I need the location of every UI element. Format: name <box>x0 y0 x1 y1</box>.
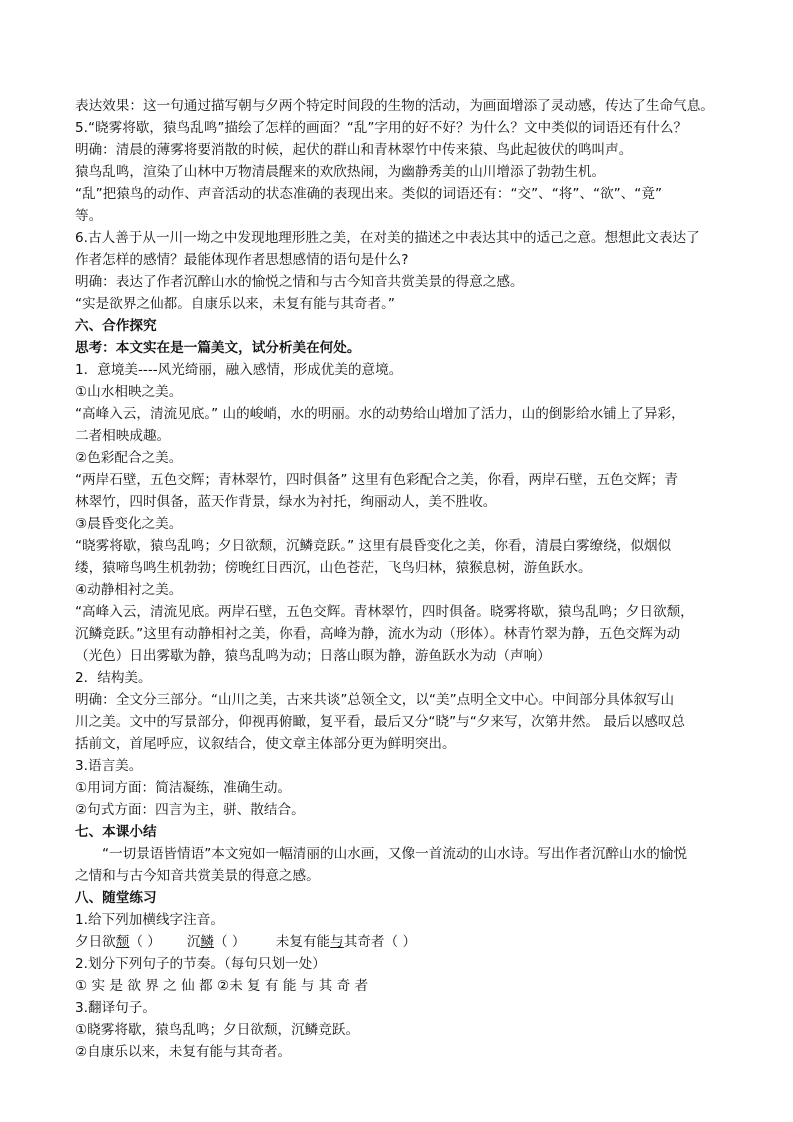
text-line: 之情和与古今知音共赏美景的得意之感。 <box>75 868 320 884</box>
underlined-char: 与 <box>330 934 344 950</box>
quote-line: “实是欲界之仙都。自康乐以来，未复有能与其奇者。” <box>75 296 395 312</box>
text-line: 明确：清晨的薄雾将要消散的时候，起伏的群山和青林翠竹中传来猿、鸟此起彼伏的鸣叫声。 <box>75 142 633 158</box>
question-5: 5.“晓雾将歇，猿鸟乱鸣”描绘了怎样的画面？“乱”字用的好不好？为什么？文中类似的词语还有什么？ <box>75 120 688 136</box>
exercise-1-item-c: 未复有能与其奇者（ ） <box>275 934 417 950</box>
text-line: 明确：表达了作者沉醉山水的愉悦之情和与古今知音共赏美景的得意之感。 <box>75 274 524 290</box>
text-line: “高峰入云，清流见底。两岸石壁，五色交辉。青林翠竹，四时俱备。晓雾将歇，猿鸟乱鸣；夕日欲颓， <box>75 604 694 620</box>
summary-line: “一切景语皆情语”本文宛如一幅清丽的山水画，又像一首流动的山水诗。写出作者沉醉山水的愉悦 <box>102 846 688 862</box>
text-line: 猿鸟乱鸣，渲染了山林中万物清晨醒来的欢欣热闹，为幽静秀美的山川增添了勃勃生机。 <box>75 164 606 180</box>
exercise-3-sentence-1: ①晓雾将歇，猿鸟乱鸣；夕日欲颓，沉鳞竞跃。 <box>75 1022 360 1038</box>
exercise-1-items <box>75 931 730 953</box>
underlined-char: 鳞 <box>200 934 215 950</box>
exercise-2-sentences: ① 实 是 欲 界 之 仙 都 ②未 复 有 能 与 其 奇 者 <box>75 978 369 994</box>
text-line: 表达效果：这一句通过描写朝与夕两个特定时间段的生物的活动，为画面增添了灵动感，传达了生命气息。 <box>75 98 714 114</box>
thinking-prompt: 思考：本文实在是一篇美文，试分析美在何处。 <box>75 340 361 356</box>
text-line: ②色彩配合之美。 <box>75 450 183 466</box>
text-line: （光色）日出雾歇为静，猿鸟乱鸣为动；日落山暝为静，游鱼跃水为动（声响） <box>75 648 551 664</box>
text-line: 沉鳞竞跃。”这里有动静相衬之美，你看，高峰为静，流水为动（形体）。林青竹翠为静，五色交辉为动 <box>75 626 681 642</box>
exercise-1-prompt: 1.给下列加横线字注音。 <box>75 912 224 928</box>
text-line: “高峰入云，清流见底。” 山的峻峭，水的明丽。水的动势给山增加了活力，山的倒影给水铺上了异彩， <box>75 406 685 422</box>
text-line: “两岸石壁，五色交辉；青林翠竹，四时俱备” 这里有色彩配合之美，你看，两岸石壁，五色交辉；青 <box>75 472 678 488</box>
text-line: 括前文，首尾呼应，议叙结合，使文章主体部分更为鲜明突出。 <box>75 736 456 752</box>
text-line: “乱”把猿鸟的动作、声音活动的状态准确的表现出来。类似的词语还有：“交”、“将”、“欲”、“竟” <box>75 186 662 202</box>
text-line: “晓雾将歇，猿鸟乱鸣；夕日欲颓，沉鳞竞跃。” 这里有晨昏变化之美，你看，清晨白雾缭绕，似烟似 <box>75 538 672 554</box>
section-heading-6: 六、合作探究 <box>75 318 157 334</box>
text-line: 2．结构美。 <box>75 670 152 686</box>
underlined-char: 颓 <box>115 934 130 950</box>
section-heading-8: 八、随堂练习 <box>75 890 157 906</box>
exercise-3-sentence-2: ②自康乐以来，未复有能与其奇者。 <box>75 1044 292 1060</box>
text-line: ④动静相衬之美。 <box>75 582 183 598</box>
exercise-1-item-b: 沉鳞（ ） <box>186 934 246 950</box>
text-line: 二者相映成趣。 <box>75 428 171 444</box>
text-line: 川之美。文中的写景部分，仰视再俯瞰，复平看，最后又分“晓”与“夕来写，次第井然。 最后以感叹总 <box>75 714 685 730</box>
question-6: 6.古人善于从一川一坳之中发现地理形胜之美，在对美的描述之中表达其中的适己之意。想想此文表达了 <box>75 230 700 246</box>
text-line: 作者怎样的感情？最能体现作者思想感情的语句是什么? <box>75 252 409 268</box>
exercise-2-prompt: 2.划分下列句子的节奏。（每句只划一处） <box>75 956 326 972</box>
text-line: 3.语言美。 <box>75 758 143 774</box>
answer-blank[interactable]: （ ） <box>129 934 161 950</box>
text-line: ②句式方面：四言为主，骈、散结合。 <box>75 802 305 818</box>
section-heading-7: 七、本课小结 <box>75 824 157 840</box>
text-line: 林翠竹，四时俱备，蓝天作背景，绿水为衬托，绚丽动人，美不胜收。 <box>75 494 497 510</box>
text-line: 1．意境美----风光绮丽，融入感情，形成优美的意境。 <box>75 362 403 378</box>
text-line: 明确：全文分三部分。“山川之美，古来共谈”总领全文，以“美”点明全文中心。中间部分具体叙写山 <box>75 692 675 708</box>
text-line: ①山水相映之美。 <box>75 384 183 400</box>
exercise-1-item-a: 夕日欲颓（ ） <box>75 934 161 950</box>
exercise-3-prompt: 3.翻译句子。 <box>75 1000 156 1016</box>
text-line: ③晨昏变化之美。 <box>75 516 183 532</box>
text-line: 等。 <box>75 208 103 224</box>
text-line: ①用词方面：简洁凝练，准确生动。 <box>75 780 292 796</box>
document-body <box>75 95 730 1063</box>
text-line: 缕，猿啼鸟鸣生机勃勃；傍晚红日西沉，山色苍茫，飞鸟归林，猿猴息树，游鱼跃水。 <box>75 560 592 576</box>
answer-blank[interactable]: （ ） <box>214 934 246 950</box>
